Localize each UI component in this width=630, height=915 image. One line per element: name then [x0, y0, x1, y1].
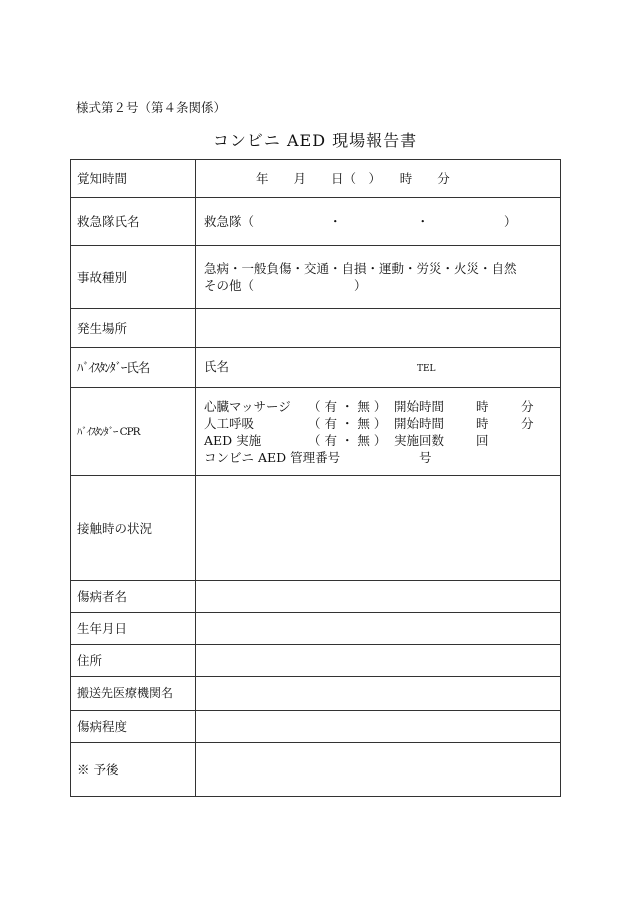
cpr-respiration-start: 開始時間: [394, 415, 445, 431]
value-address[interactable]: [196, 645, 561, 677]
form-number: 様式第２号（第４条関係）: [76, 100, 227, 115]
cpr-aed-choice[interactable]: （ 有 ・ 無 ）: [308, 432, 387, 448]
cpr-aed-count: 実施回数: [394, 432, 445, 448]
row-contact-status: [71, 476, 561, 581]
label-contact-status: 接触時の状況: [71, 476, 196, 581]
value-hospital[interactable]: [196, 677, 561, 711]
document-title: コンビニ AED 現場報告書: [212, 131, 418, 150]
row-birthdate: [71, 613, 561, 645]
row-hospital: [71, 677, 561, 711]
cpr-aed-line: [204, 432, 552, 449]
row-bystander-cpr: [71, 388, 561, 476]
accident-type-other[interactable]: その他（ ）: [204, 278, 367, 293]
label-address: 住所: [71, 645, 196, 677]
row-accident-type: [71, 246, 561, 309]
cpr-aed-times: 回: [476, 432, 489, 448]
cpr-respiration-hour: 時: [476, 415, 489, 431]
cpr-respiration-name: 人工呼吸: [204, 415, 255, 431]
label-bystander-name: ﾊﾞｲｽﾀﾝﾀﾞｰ氏名: [71, 348, 196, 388]
cpr-cardiac-hour: 時: [476, 398, 489, 414]
cpr-cardiac-line: [204, 398, 552, 415]
cpr-mgmt-line: [204, 449, 552, 466]
bystander-name-label: 氏名: [204, 358, 230, 374]
value-patient-name[interactable]: [196, 581, 561, 613]
label-prognosis: ※ 予後: [71, 743, 196, 797]
row-severity: [71, 711, 561, 743]
row-location: [71, 309, 561, 348]
cpr-respiration-line: [204, 415, 552, 432]
label-hospital: 搬送先医療機関名: [71, 677, 196, 711]
cpr-aed-name: AED 実施: [204, 432, 262, 448]
cpr-respiration-minute: 分: [521, 415, 534, 431]
row-bystander-name: [71, 348, 561, 388]
value-ambulance-crew[interactable]: 救急隊（ ・ ・ ）: [196, 198, 561, 246]
label-patient-name: 傷病者名: [71, 581, 196, 613]
cpr-respiration-choice[interactable]: （ 有 ・ 無 ）: [308, 415, 387, 431]
cpr-cardiac-name: 心臓マッサージ: [204, 398, 291, 414]
value-awareness-time[interactable]: 年 月 日（ ） 時 分: [196, 160, 561, 198]
row-address: [71, 645, 561, 677]
value-prognosis[interactable]: [196, 743, 561, 797]
label-accident-type: 事故種別: [71, 246, 196, 309]
label-bystander-cpr-text: ﾊﾞｲｽﾀﾝﾀﾞｰ CPR: [77, 426, 140, 438]
value-accident-type[interactable]: [196, 246, 561, 309]
row-prognosis: [71, 743, 561, 797]
label-location: 発生場所: [71, 309, 196, 348]
accident-type-options[interactable]: 急病・一般負傷・交通・自損・運動・労災・火災・自然: [204, 261, 517, 276]
cpr-cardiac-choice[interactable]: （ 有 ・ 無 ）: [308, 398, 387, 414]
value-severity[interactable]: [196, 711, 561, 743]
value-birthdate[interactable]: [196, 613, 561, 645]
cpr-mgmt-name: コンビニ AED 管理番号: [204, 449, 341, 465]
value-location[interactable]: [196, 309, 561, 348]
cpr-mgmt-unit: 号: [419, 449, 432, 465]
report-form-table: [70, 159, 561, 797]
label-awareness-time: 覚知時間: [71, 160, 196, 198]
cpr-cardiac-minute: 分: [521, 398, 534, 414]
value-contact-status[interactable]: [196, 476, 561, 581]
row-patient-name: [71, 581, 561, 613]
row-ambulance-crew: [71, 198, 561, 246]
value-bystander-cpr[interactable]: [196, 388, 561, 476]
label-ambulance-crew: 救急隊氏名: [71, 198, 196, 246]
value-bystander-name[interactable]: [196, 348, 561, 388]
label-bystander-cpr: [71, 388, 196, 476]
bystander-tel-label: TEL: [416, 363, 436, 374]
label-severity: 傷病程度: [71, 711, 196, 743]
row-awareness-time: [71, 160, 561, 198]
cpr-cardiac-start: 開始時間: [394, 398, 445, 414]
label-birthdate: 生年月日: [71, 613, 196, 645]
